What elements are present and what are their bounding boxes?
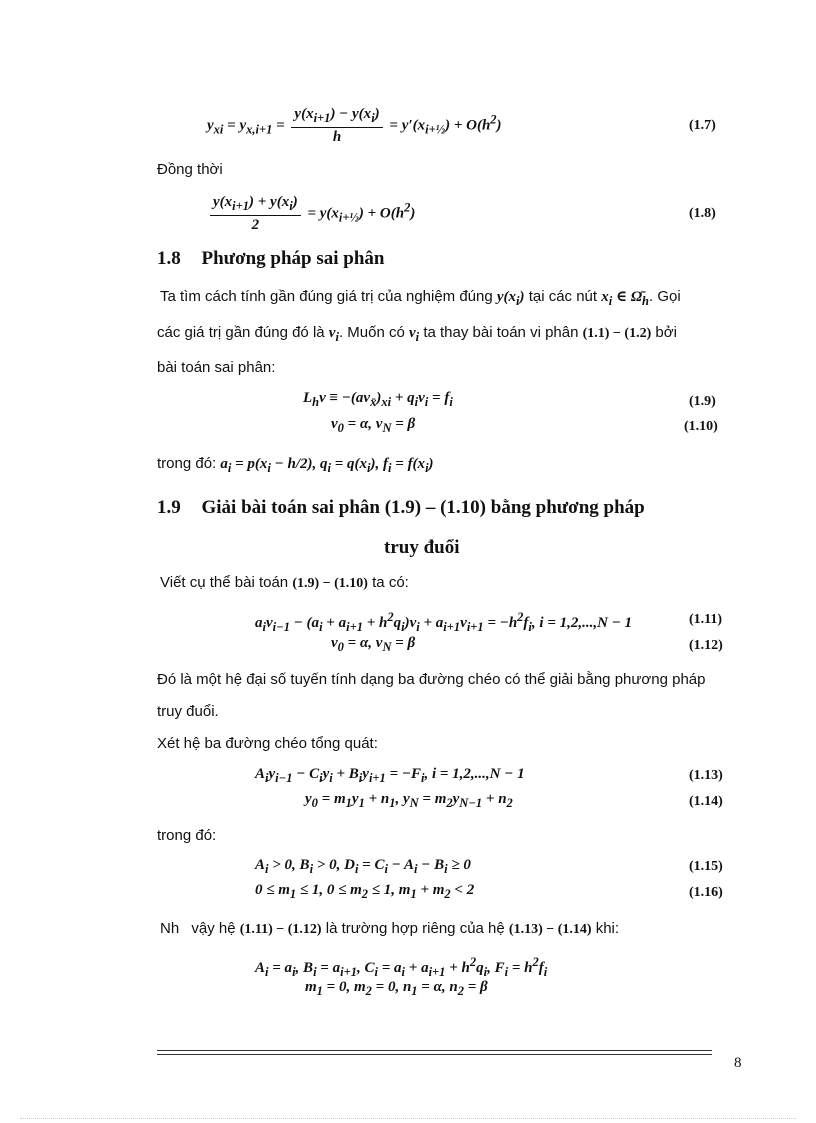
section-heading-1-8 [157,248,385,270]
section-number: 1.9 [157,497,181,518]
paragraph-viet: Viết cụ thể bài toán (1.9) − (1.10) ta có: [160,574,409,591]
equation-1-10: $v_0 = \alpha$, $v_N = \beta$ [331,416,416,435]
section-title: Phương pháp sai phân [201,248,385,269]
equation-number-1-9: (1.9) [689,394,716,409]
paragraph-trong-do-2: trong đó: [157,827,217,844]
paragraph-line-2: các giá trị gần đúng đó là $v_i$. Muốn có $v_i$ ta thay bài toán vi phân (1.1) − (1.2) bởi [157,324,677,344]
equation-1-16: $0 \le m_1 \le 1$, $0 \le m_2 \le 1$, $m_1 + m_2 < 2$ [255,882,475,901]
paragraph-xet-he: Xét hệ ba đường chéo tổng quát: [157,735,378,752]
equation-1-11: $a_iv_{i-1} - (a_i + a_{i+1} + h^2q_i)v_i + a_{i+1}v_{i+1} = -h^2f_i$, i = 1,2,...,N − 1 [255,610,633,634]
paragraph-line-1: Ta tìm cách tính gần đúng giá trị của nghiệm đúng $y(x_i)$ tại các nút $x_i$ ∈ $\Omegā_h$. Gọi [160,288,681,308]
equation-1-9: $L_hv \equiv -(av_{x̄})_{xi} + q_iv_i = f_i$ [303,390,453,409]
section-title: Giải bài toán sai phân (1.9) – (1.10) bằng phương pháp [201,497,645,518]
equation-1-15: $A_i > 0$, $B_i > 0$, $D_i = C_i - A_i - B_i \ge 0$ [255,857,471,876]
paragraph-do-la-2: truy đuổi. [157,703,219,720]
equation-number-1-8: (1.8) [689,206,716,221]
footer-rule [157,1050,712,1051]
equation-number-1-12: (1.12) [689,638,723,653]
section-number: 1.8 [157,248,181,269]
page-edge-divider [20,1118,796,1119]
equation-number-1-13: (1.13) [689,768,723,783]
equation-special-case-2: $m_1 = 0$, $m_2 = 0$, $n_1 = \alpha$, $n_2 = \beta$ [305,979,488,998]
paragraph-dong-thoi: Đồng thời [157,161,223,178]
paragraph-line-3: bài toán sai phân: [157,359,276,376]
equation-number-1-10: (1.10) [684,419,718,434]
page-number: 8 [734,1055,742,1071]
fraction: $\frac{y(x_{i+1}) - y(x_i)}{h}$ [291,106,382,146]
equation-1-13: $A_iy_{i-1} - C_iy_i + B_iy_{i+1} = -F_i$, i = 1,2,...,N − 1 [255,766,525,785]
section-title-line-2: truy đuổi [384,537,460,558]
equation-number-1-11: (1.11) [689,612,723,627]
paragraph-trong-do-1: trong đó: $a_i = p(x_i - h/2)$, $q_i = q(x_i)$, $f_i = f(x_i)$ [157,455,434,475]
section-heading-1-9 [157,497,645,519]
equation-number-1-16: (1.16) [689,885,723,900]
equation-special-case-1: $A_i = a_i$, $B_i = a_{i+1}$, $C_i = a_i + a_{i+1} + h^2q_i$, $F_i = h^2f_i$ [255,955,548,979]
equation-number-1-7: (1.7) [689,118,716,133]
equation-number-1-15: (1.15) [689,859,723,874]
equation-1-8: $\frac{y(x_{i+1}) + y(x_i)}{2}$ = $y(x_{i+\frac{1}{2}}) + O(h^2)$ [207,194,415,234]
equation-1-7: $y_{xi} = y_{x,i+1}$ = $\frac{y(x_{i+1}) - y(x_i)}{h}$ = $y'(x_{i+\frac{1}{2}}) + O(h^2)$ [207,106,502,145]
equation-1-12: $v_0 = \alpha$, $v_N = \beta$ [331,635,416,654]
footer-rule [157,1054,712,1055]
equation-1-14: $y_0 = m_1y_1 + n_1$, $y_N = m_2y_{N-1} + n_2$ [305,791,513,810]
paragraph-do-la-1: Đó là một hệ đại số tuyến tính dạng ba đường chéo có thể giải bằng phương pháp [157,671,706,688]
equation-number-1-14: (1.14) [689,794,723,809]
fraction: $\frac{y(x_{i+1}) + y(x_i)}{2}$ [210,194,301,234]
paragraph-nhu-vay: Nh vậy hệ (1.11) − (1.12) là trường hợp riêng của hệ (1.13) − (1.14) khi: [160,920,620,937]
